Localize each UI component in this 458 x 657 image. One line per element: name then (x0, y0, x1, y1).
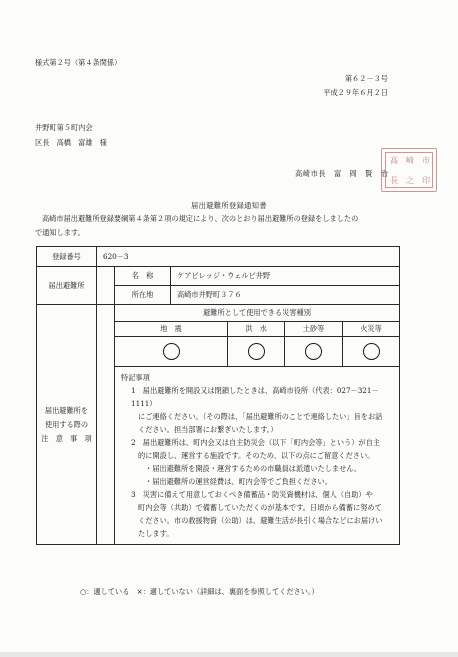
note-line: にご連絡ください。（その際は、「届出避難所のことで連絡したい」旨をお話 (138, 412, 383, 421)
seal-char: 崎 (406, 156, 414, 165)
hazard-mark-cell (285, 337, 343, 367)
shelter-name-value: ケアビレッジ・ウェルビ井野 (171, 267, 400, 286)
note-line: 町内会等（共助）で備蓄していただくのが基本です。日頃から備蓄に努めて (138, 503, 382, 512)
spacer-cell (97, 267, 115, 286)
shelter-label: 届出避難所 (37, 267, 97, 305)
table-row (37, 305, 400, 322)
legend-text: ○：適している ×：適していない（詳細は、裏面を参照してください。） (80, 587, 319, 596)
form-label: 様式第２号（第４条関係） (35, 58, 122, 67)
suitable-circle-mark (363, 343, 380, 360)
sender-name: 高崎市長 富 岡 賢 治 (295, 169, 389, 178)
hazard-types-heading: 避難所として使用できる災害種別 (115, 305, 400, 322)
note-line: ください。担当部署にお繋ぎいたします。） (138, 425, 278, 434)
note-line: ・届出避難所の運営経費は、町内会等でご負担ください。 (145, 477, 332, 486)
usage-notes-label (37, 305, 97, 545)
hazard-label-flood: 洪 水 (228, 322, 285, 337)
scan-edge (0, 652, 458, 657)
special-notes (115, 367, 400, 545)
hazard-label-landslide: 土砂等 (285, 322, 343, 337)
shelter-address-label: 所在地 (115, 286, 171, 305)
note-line: 3 災害に備えて用意しておくべき備蓄品・防災資機材は、個人（自助）や (131, 490, 373, 499)
suitable-circle-mark (163, 343, 180, 360)
table-row (37, 267, 400, 286)
spacer-cell (97, 305, 115, 545)
registration-table (36, 246, 400, 545)
shelter-name-label: 名 称 (115, 267, 171, 286)
note-line: たします。 (138, 529, 174, 538)
seal-char: 之 (406, 176, 414, 185)
hazard-mark-cell (343, 337, 400, 367)
seal-char: 市 (422, 156, 430, 165)
suitable-circle-mark (248, 343, 265, 360)
note-line: ください。市の救援物資（公助）は、避難生活が長引く場合などにお届けい (138, 516, 383, 525)
suitable-circle-mark (305, 343, 322, 360)
hazard-label-fire: 火災等 (343, 322, 400, 337)
addressee-person: 区長 高橋 富雄 様 (35, 138, 107, 147)
official-seal (381, 148, 437, 192)
usage-label-line: 注 意 事 項 (41, 433, 92, 443)
document-number: 第６２－３号 (344, 74, 388, 83)
registration-number-value: 620－3 (97, 247, 400, 267)
shelter-address-value: 高崎市井野町３７６ (171, 286, 400, 305)
document-title: 届出避難所登録通知書 (191, 201, 267, 210)
spacer-cell (97, 286, 115, 305)
registration-number-label: 登録番号 (37, 247, 97, 267)
table-row (37, 247, 400, 267)
intro-line-1: 高崎市届出避難所登録要綱第４条第２項の規定により、次のとおり届出避難所の登録をしましたの (42, 214, 359, 223)
usage-label-line: 使用する際の (44, 419, 89, 429)
intro-line-2: で通知します。 (35, 228, 85, 237)
hazard-mark-cell (115, 337, 228, 367)
seal-char: 長 (390, 176, 398, 185)
addressee-organization: 井野町第５町内会 (35, 123, 93, 132)
note-line: ・届出避難所を開設・運営するための市職員は派遣いたしません。 (145, 464, 362, 473)
hazard-label-earthquake: 地 震 (115, 322, 228, 337)
note-line: 1 届出避難所を開設又は閉鎖したときは、高崎市役所（代表：027－321－1111） (131, 386, 379, 408)
document-date: 平成２９年６月２日 (323, 88, 388, 97)
seal-char: 高 (390, 156, 398, 165)
note-line: 的に開設し、運営する施設です。そのため、以下の点にご留意ください。 (138, 451, 375, 460)
notes-title: 特記事項 (121, 373, 150, 382)
note-line: 2 届出避難所は、町内会又は自主防災会（以下「町内会等」という）が自主 (131, 438, 380, 447)
seal-char: 印 (422, 176, 430, 185)
usage-label-line: 届出避難所を (44, 405, 89, 415)
hazard-mark-cell (228, 337, 285, 367)
